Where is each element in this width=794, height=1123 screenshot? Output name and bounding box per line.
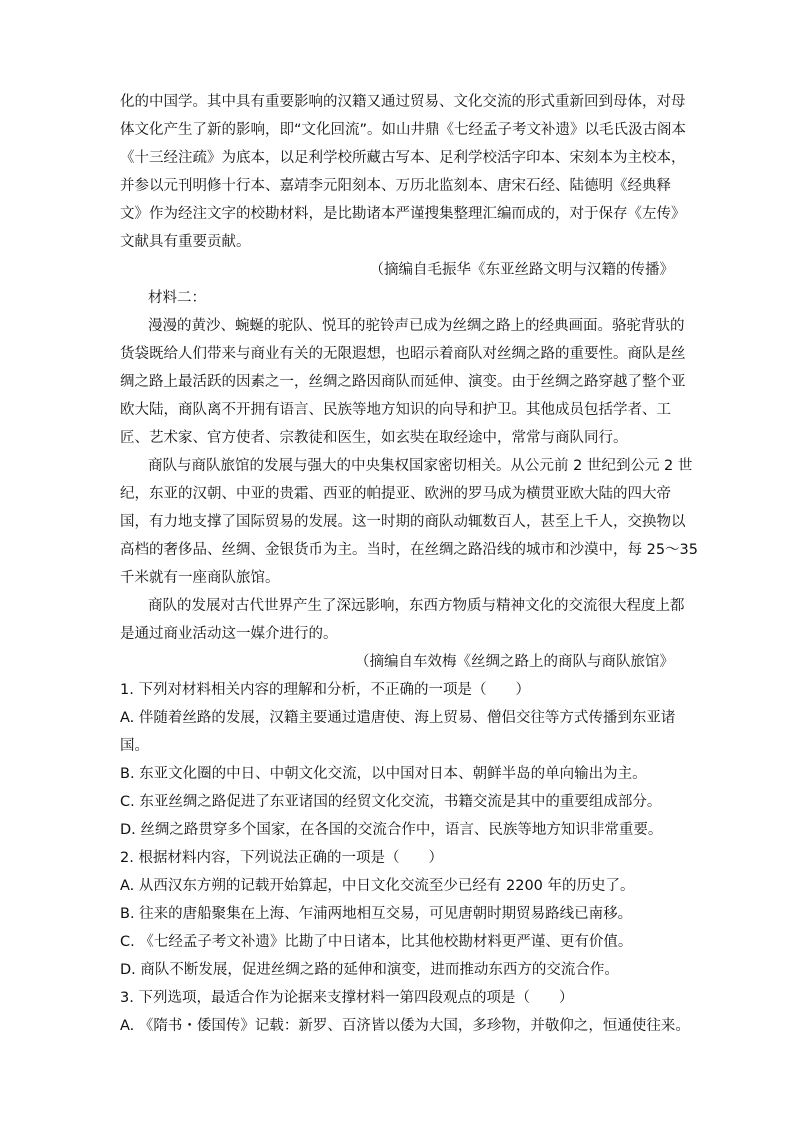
material2-para3-line: 商队的发展对古代世界产生了深远影响，东西方物质与精神文化的交流很大程度上都 xyxy=(148,598,685,614)
material2-para3-line: 是通过商业活动这一媒介进行的。 xyxy=(120,626,338,642)
material2-label: 材料二： xyxy=(148,290,206,306)
question-3-option-a: A. 《隋书・倭国传》记载：新罗、百济皆以倭为大国，多珍物，并敬仰之，恒通使往来。 xyxy=(120,1018,690,1034)
source-citation-2: （摘编自车效梅《丝绸之路上的商队与商队旅馆》 xyxy=(355,654,674,670)
material1-line: 文》作为经注文字的校勘材料，是比勘诸本严谨搜集整理汇编而成的，对于保存《左传》 xyxy=(120,206,686,222)
material2-para1-line: 欧大陆，商队离不开拥有语言、民族等地方知识的向导和护卫。其他成员包括学者、工 xyxy=(120,402,671,418)
material1-line: 《十三经注疏》为底本，以足利学校所藏古写本、足利学校活字印本、宋刻本为主校本， xyxy=(120,150,686,166)
material2-para2-line: 千米就有一座商队旅馆。 xyxy=(120,570,280,586)
material2-para2-line: 高档的奢侈品、丝绸、金银货币为主。当时，在丝绸之路沿线的城市和沙漠中，每 25～35 xyxy=(120,542,699,558)
question-1-option-a-cont: 国。 xyxy=(120,738,149,754)
question-2-option-b: B. 往来的唐船聚集在上海、乍浦两地相互交易，可见唐朝时期贸易路线已南移。 xyxy=(120,906,633,922)
question-1-stem: 1. 下列对材料相关内容的理解和分析，不正确的一项是（ ） xyxy=(120,682,530,698)
question-1-option-b: B. 东亚文化圈的中日、中朝文化交流，以中国对日本、朝鲜半岛的单向输出为主。 xyxy=(120,766,647,782)
material1-line: 化的中国学。其中具有重要影响的汉籍又通过贸易、文化交流的形式重新回到母体，对母 xyxy=(120,94,686,110)
question-2-option-a: A. 从西汉东方朔的记载开始算起，中日文化交流至少已经有 2200 年的历史了。 xyxy=(120,878,635,894)
material2-para1-line: 匠、艺术家、官方使者、宗教徒和医生，如玄奘在取经途中，常常与商队同行。 xyxy=(120,430,628,446)
material1-line: 并参以元刊明修十行本、嘉靖李元阳刻本、万历北监刻本、唐宋石经、陆德明《经典释 xyxy=(120,178,671,194)
question-1-option-d: D. 丝绸之路贯穿多个国家，在各国的交流合作中，语言、民族等地方知识非常重要。 xyxy=(120,822,663,838)
source-citation-1: （摘编自毛振华《东亚丝路文明与汉籍的传播》 xyxy=(369,262,674,278)
question-3-stem: 3. 下列选项，最适合作为论据来支撑材料一第四段观点的项是（ ） xyxy=(120,990,574,1006)
material1-line: 文献具有重要贡献。 xyxy=(120,234,251,250)
question-2-stem: 2. 根据材料内容，下列说法正确的一项是（ ） xyxy=(120,850,443,866)
question-2-option-d: D. 商队不断发展，促进丝绸之路的延伸和演变，进而推动东西方的交流合作。 xyxy=(120,962,619,978)
question-1-option-a: A. 伴随着丝路的发展，汉籍主要通过遣唐使、海上贸易、僧侣交往等方式传播到东亚诸 xyxy=(120,710,676,726)
material2-para2-line: 商队与商队旅馆的发展与强大的中央集权国家密切相关。从公元前 2 世纪到公元 2 世 xyxy=(148,458,693,474)
material1-line: 体文化产生了新的影响，即“文化回流”。如山井鼎《七经孟子考文补遗》以毛氏汲古阁本 xyxy=(120,122,687,138)
material2-para2-line: 纪，东亚的汉朝、中亚的贵霜、西亚的帕提亚、欧洲的罗马成为横贯亚欧大陆的四大帝 xyxy=(120,486,671,502)
question-2-option-c: C. 《七经孟子考文补遗》比勘了中日诸本，比其他校勘材料更严谨、更有价值。 xyxy=(120,934,633,950)
material2-para1-line: 绸之路上最活跃的因素之一，丝绸之路因商队而延伸、演变。由于丝绸之路穿越了整个亚 xyxy=(120,374,686,390)
material2-para1-line: 货袋既给人们带来与商业有关的无限遐想，也昭示着商队对丝绸之路的重要性。商队是丝 xyxy=(120,346,686,362)
material2-para2-line: 国，有力地支撑了国际贸易的发展。这一时期的商队动辄数百人，甚至上千人，交换物以 xyxy=(120,514,686,530)
question-1-option-c: C. 东亚丝绸之路促进了东亚诸国的经贸文化交流，书籍交流是其中的重要组成部分。 xyxy=(120,794,662,810)
material2-para1-line: 漫漫的黄沙、蜿蜒的驼队、悦耳的驼铃声已成为丝绸之路上的经典画面。骆驼背驮的 xyxy=(148,318,685,334)
